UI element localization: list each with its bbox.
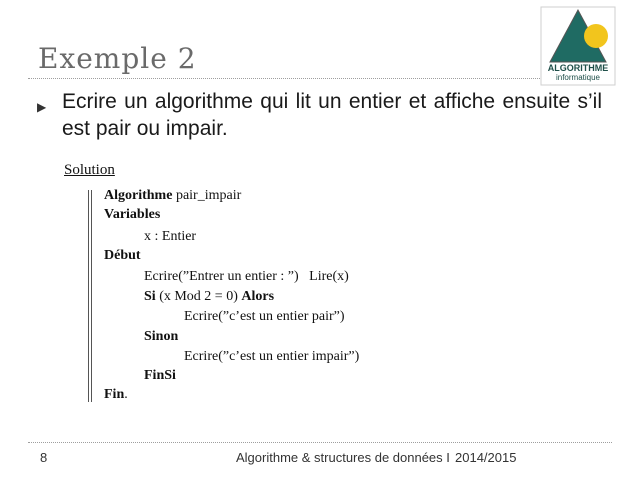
- solution-label: Solution: [64, 162, 115, 178]
- code-line: x : Entier: [144, 229, 197, 244]
- solution-margin-bar: [88, 190, 92, 402]
- bullet-text: Ecrire un algorithme qui lit un entier et affiche ensuite s’il est pair ou impair.: [62, 90, 602, 140]
- code-line: Si (x Mod 2 = 0) Alors: [144, 289, 275, 304]
- logo-title: ALGORITHME: [547, 63, 609, 73]
- code-line: Variables: [104, 207, 161, 222]
- slide-title: Exemple 2: [38, 42, 197, 75]
- code-line: Fin.: [104, 387, 128, 402]
- footer-year: 2014/2015: [455, 450, 517, 465]
- logo-subtitle: informatique: [555, 73, 601, 82]
- footer-course: Algorithme & structures de données I: [236, 450, 450, 465]
- code-line: Sinon: [144, 329, 179, 344]
- triangle-right-icon: ▶: [37, 100, 47, 114]
- code-line: Ecrire(”c’est un entier impair”): [184, 349, 360, 364]
- code-line: FinSi: [144, 368, 176, 383]
- solution-image: [64, 160, 364, 410]
- code-line: Algorithme pair_impair: [104, 188, 242, 203]
- code-line: Ecrire(”c’est un entier pair”): [184, 309, 345, 324]
- title-divider: [28, 78, 612, 79]
- code-line: Début: [104, 248, 141, 263]
- footer-divider: [28, 442, 612, 443]
- slide-number: 8: [40, 450, 48, 465]
- code-line: Ecrire(”Entrer un entier : ”) Lire(x): [144, 269, 349, 284]
- algorithme-logo: [540, 6, 616, 86]
